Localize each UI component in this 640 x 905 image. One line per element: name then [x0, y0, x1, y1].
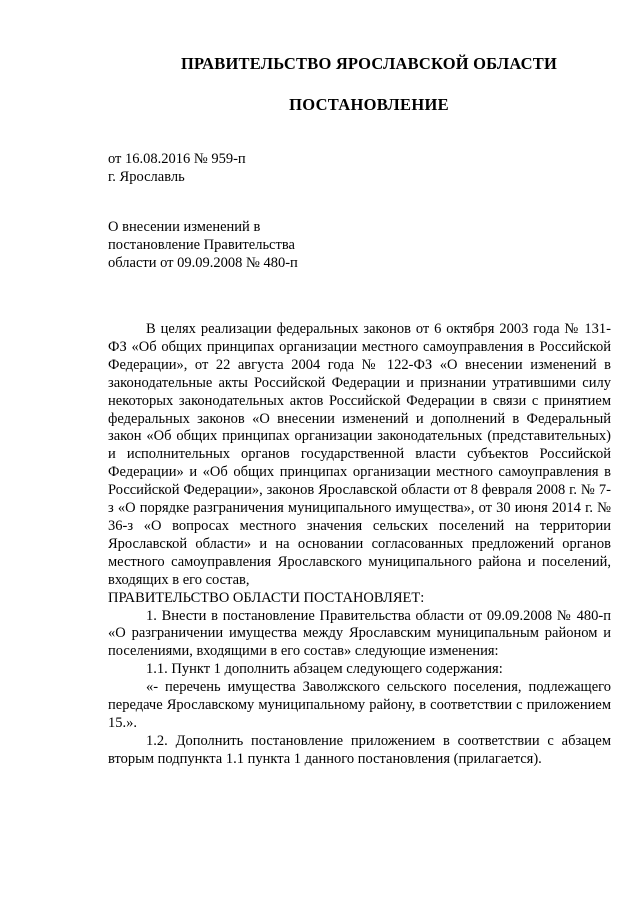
item-1-1-quote-paragraph: «- перечень имущества Заволжского сельского поселения, подлежащего передаче Ярославскому муниципальному району, в соответствии с приложением 15.».: [108, 679, 611, 731]
item-1-1-paragraph: 1.1. Пункт 1 дополнить абзацем следующего содержания:: [146, 661, 503, 678]
date-number: от 16.08.2016 № 959-п: [108, 151, 246, 167]
preamble-paragraph: В целях реализации федеральных законов от 6 октября 2003 года № 131-ФЗ «Об общих принципах организации местного самоуправления в Российской Федерации», от 22 августа 2004 года № 122-ФЗ «О внесении изменений в законодательные акты Российской Федерации и признании утратившими силу некоторых законодательных актов Российской Федерации в связи с принятием федеральных законов «О внесении изменений и дополнений в Федеральный закон «Об общих принципах организации законодательных (представительных) и исполнительных органов государственной власти субъектов Российской Федерации» и «Об общих принципах организации местного самоуправления в Российской Федерации», законов Ярославской области от 8 февраля 2008 г. № 7-з «О порядке разграничения муниципального имущества», от 30 июня 2014 г. № 36-з «О вопросах местного значения сельских поселений на территории Ярославской области» и на основании согласованных предложений органов местного самоуправления Ярославского муниципального района и поселений, входящих в его состав,: [108, 321, 611, 588]
resolves-line: ПРАВИТЕЛЬСТВО ОБЛАСТИ ПОСТАНОВЛЯЕТ:: [108, 589, 425, 606]
subject-line: О внесении изменений в: [108, 219, 261, 235]
document-body: [108, 321, 611, 769]
subject-line: области от 09.09.2008 № 480-п: [108, 255, 298, 271]
item-1-2-paragraph: 1.2. Дополнить постановление приложением в соответствии с абзацем вторым подпункта 1.1 пункта 1 данного постановления (прилагается).: [108, 732, 611, 767]
subject-line: постановление Правительства: [108, 237, 295, 253]
document-type-title: ПОСТАНОВЛЕНИЕ: [289, 95, 449, 114]
organization-title: ПРАВИТЕЛЬСТВО ЯРОСЛАВСКОЙ ОБЛАСТИ: [180, 54, 558, 73]
item-1-paragraph: 1. Внести в постановление Правительства области от 09.09.2008 № 480-п «О разграничении имущества между Ярославским муниципальным районом и поселениями, входящими в его состав» следующие изменения:: [108, 607, 611, 660]
document-meta: [108, 150, 246, 186]
document-subject: [108, 218, 298, 272]
place: г. Ярославль: [108, 169, 185, 185]
